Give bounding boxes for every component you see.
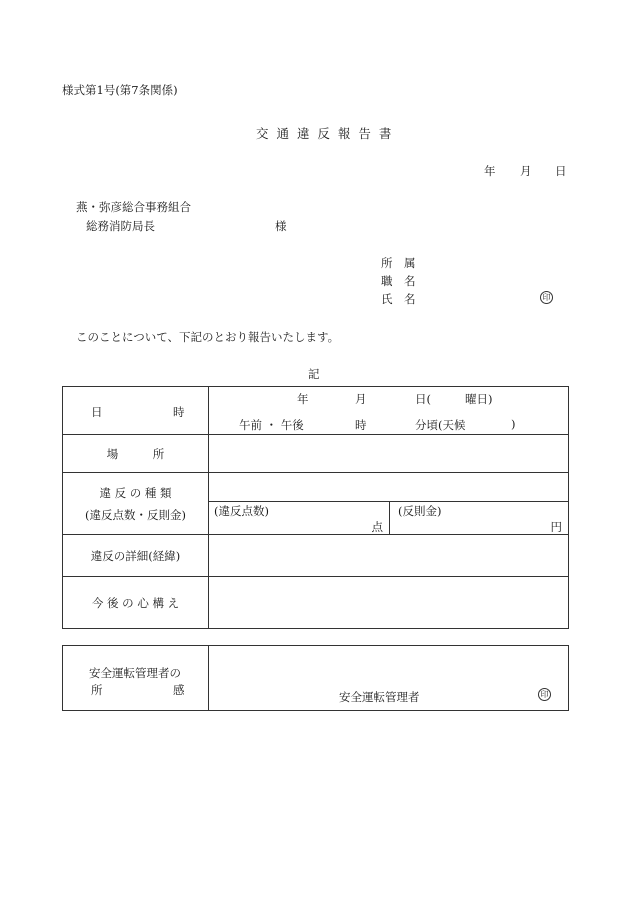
violation-label-cell (63, 473, 209, 535)
violation-sub-label: (違反点数・反則金) (85, 507, 186, 522)
manager-seal-icon: 印 (538, 688, 551, 701)
reporter-affiliation: 所 属 (381, 256, 416, 270)
fine-field[interactable] (390, 501, 568, 534)
time-close-text: ) (511, 417, 516, 431)
violation-row (63, 473, 569, 535)
manager-sign-label: 安全運転管理者 (339, 690, 420, 704)
points-label: (違反点数) (214, 504, 269, 518)
manager-comment-cell[interactable] (209, 646, 569, 711)
points-field[interactable] (209, 501, 390, 534)
violation-value-cell (209, 473, 569, 535)
violation-label: 違 反 の 種 類 (99, 485, 172, 500)
time-minute-weather-text: 分頃(天候 (415, 418, 466, 432)
future-value-cell[interactable] (209, 577, 569, 629)
manager-label-line2a: 所 (91, 683, 103, 697)
place-value-cell[interactable] (209, 435, 569, 473)
ki-heading: 記 (308, 367, 320, 381)
date-year-text: 年 (297, 392, 309, 406)
report-table (62, 386, 569, 629)
manager-row (63, 646, 569, 711)
place-row (63, 435, 569, 473)
datetime-label-2: 時 (173, 405, 185, 419)
addressee-org: 燕・弥彦総合事務組合 (76, 200, 191, 214)
reporter-name: 氏 名 (381, 292, 416, 306)
datetime-value-cell[interactable] (209, 387, 569, 435)
datetime-label-1: 日 (91, 405, 103, 419)
details-value-cell[interactable] (209, 535, 569, 577)
intro-text: このことについて、下記のとおり報告いたします。 (76, 330, 340, 344)
ampm-text: 午前 ・ 午後 (239, 418, 304, 432)
future-label: 今 後 の 心 構 え (63, 577, 209, 629)
date-month-text: 月 (355, 392, 367, 406)
datetime-row (63, 387, 569, 435)
date-day: 日 (555, 164, 567, 178)
form-number: 様式第1号(第7条関係) (62, 83, 178, 97)
details-label: 違反の詳細(経緯) (63, 535, 209, 577)
date-month: 月 (520, 164, 532, 178)
addressee-honorific: 様 (275, 219, 287, 233)
future-row (63, 577, 569, 629)
manager-table (62, 645, 569, 711)
date-year: 年 (484, 164, 496, 178)
addressee-position: 総務消防局長 (86, 219, 155, 233)
reporter-seal-icon: 印 (540, 291, 553, 304)
time-hour-text: 時 (355, 418, 367, 432)
manager-label-line1: 安全運転管理者の (89, 666, 181, 680)
date-day-text: 日( (415, 392, 431, 406)
manager-label-line2b: 感 (173, 683, 185, 697)
manager-label-cell (63, 646, 209, 711)
reporter-job: 職 名 (381, 274, 416, 288)
datetime-label-cell (63, 387, 209, 435)
violation-type-field[interactable] (209, 473, 568, 502)
date-weekday-text: 曜日) (465, 392, 493, 406)
place-label: 場 所 (63, 435, 209, 473)
points-unit: 点 (371, 520, 383, 534)
fine-unit: 円 (550, 520, 562, 534)
details-row (63, 535, 569, 577)
fine-label: (反則金) (398, 504, 442, 518)
page-title: 交 通 違 反 報 告 書 (256, 126, 394, 141)
